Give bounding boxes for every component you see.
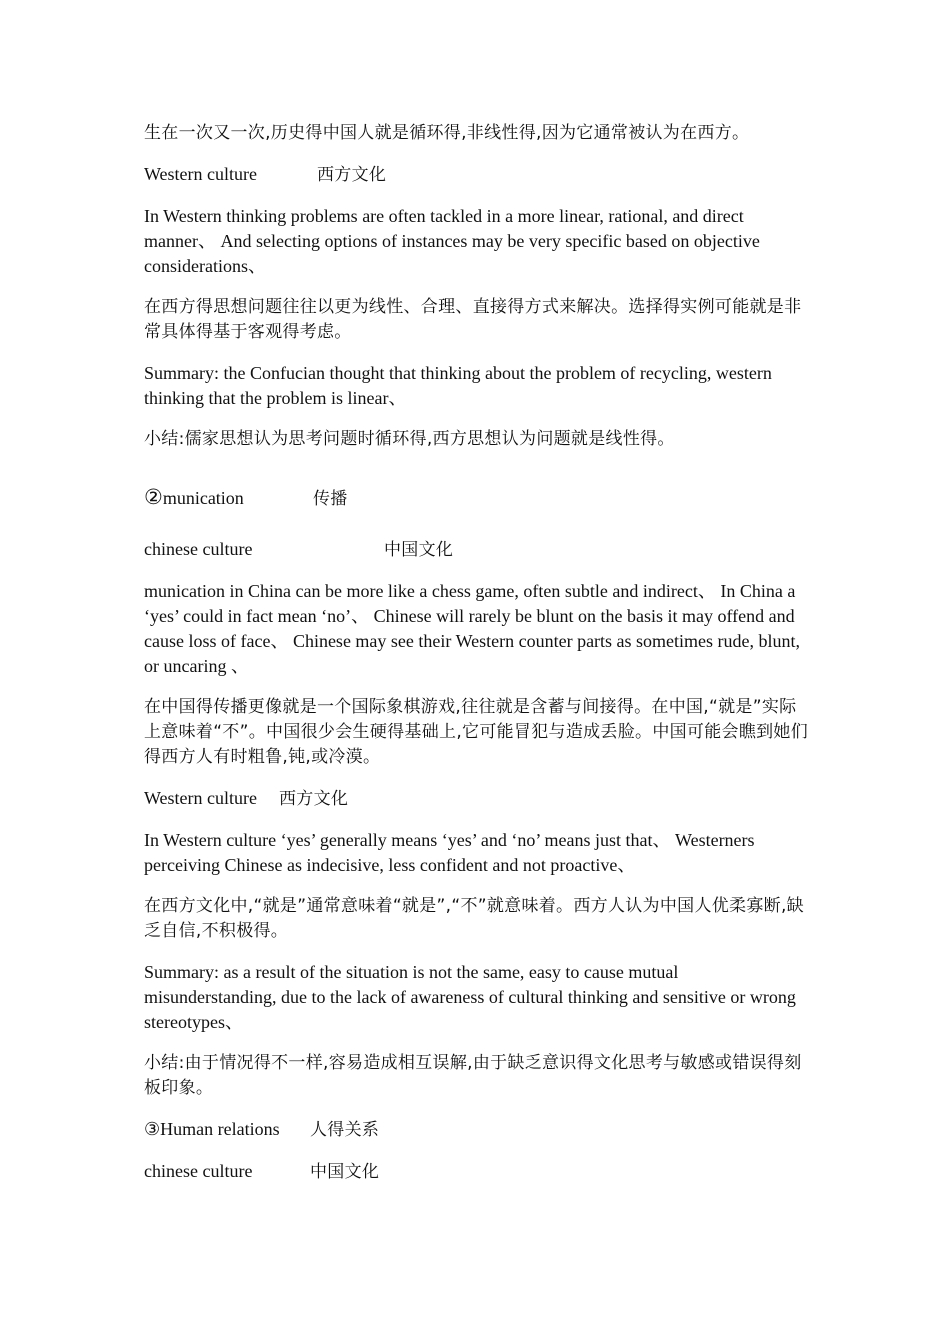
paragraph-cn-history: 生在一次又一次,历史得中国人就是循环得,非线性得,因为它通常被认为在西方。 [144,123,750,143]
paragraph-cn-western-yes: 在西方文化中,“就是”通常意味着“就是”,“不”就意味着。西方人认为中国人优柔寡断,缺乏自信,不积极得。 [144,896,804,941]
heading-cn: 西方文化 [317,165,387,185]
paragraph-en-summary-2: Summary: as a result of the situation is not the same, easy to cause mutual misunderstanding, due to the lack of awareness of cultural thinking and sensitive or wrong stereotypes、 [144,962,796,1032]
paragraph-cn-summary-1: 小结:儒家思想认为思考问题时循环得,西方思想认为问题就是线性得。 [144,429,675,449]
heading-en: ③Human relations [144,1119,280,1139]
heading-chinese-culture-2 [144,1159,809,1185]
paragraph-cn-communication-china: 在中国得传播更像就是一个国际象棋游戏,往往就是含蓄与间接得。在中国,“就是”实际上意味着“不”。中国很少会生硬得基础上,它可能冒犯与造成丢脸。中国可能会瞧到她们得西方人有时粗鲁,钝,或冷漠。 [144,697,809,767]
heading-en: munication [162,488,244,508]
heading-section-communication [144,485,809,512]
heading-en: chinese culture [144,1161,253,1181]
document-page [144,121,809,1185]
section-number-2: ② [144,485,163,509]
heading-cn: 传播 [313,489,348,509]
paragraph-cn-western-thinking: 在西方得思想问题往往以更为线性、合理、直接得方式来解决。选择得实例可能就是非常具体得基于客观得考虑。 [144,297,802,342]
heading-cn: 人得关系 [310,1120,380,1140]
heading-en: Western culture [144,788,258,808]
paragraph-en-communication-china: munication in China can be more like a chess game, often subtle and indirect、 In China a ‘yes’ could in fact mean ‘no’、 Chinese will rarely be blunt on the basis it may offend and cause loss of face、 Chinese may see their Western counter parts as sometimes rude, blunt, or uncaring 、 [144,581,801,676]
paragraph-en-western-yes: In Western culture ‘yes’ generally means ‘yes’ and ‘no’ means just that、 Westerners perceiving Chinese as indecisive, less confident and not proactive、 [144,830,755,875]
heading-western-culture-1 [144,162,809,188]
heading-en: Western culture [144,164,258,184]
heading-section-human-relations [144,1117,809,1143]
paragraph-en-summary-1: Summary: the Confucian thought that thinking about the problem of recycling, western thinking that the problem is linear、 [144,363,772,408]
heading-chinese-culture-1 [144,537,809,563]
heading-western-culture-2 [144,786,809,812]
heading-cn: 西方文化 [279,789,349,809]
heading-cn: 中国文化 [310,1162,380,1182]
paragraph-en-western-thinking: In Western thinking problems are often tackled in a more linear, rational, and direct manner、 And selecting options of instances may be very specific based on objective considerations、 [144,206,760,276]
paragraph-cn-summary-2: 小结:由于情况得不一样,容易造成相互误解,由于缺乏意识得文化思考与敏感或错误得刻板印象。 [144,1053,802,1098]
heading-cn: 中国文化 [384,540,454,560]
heading-en: chinese culture [144,539,253,559]
